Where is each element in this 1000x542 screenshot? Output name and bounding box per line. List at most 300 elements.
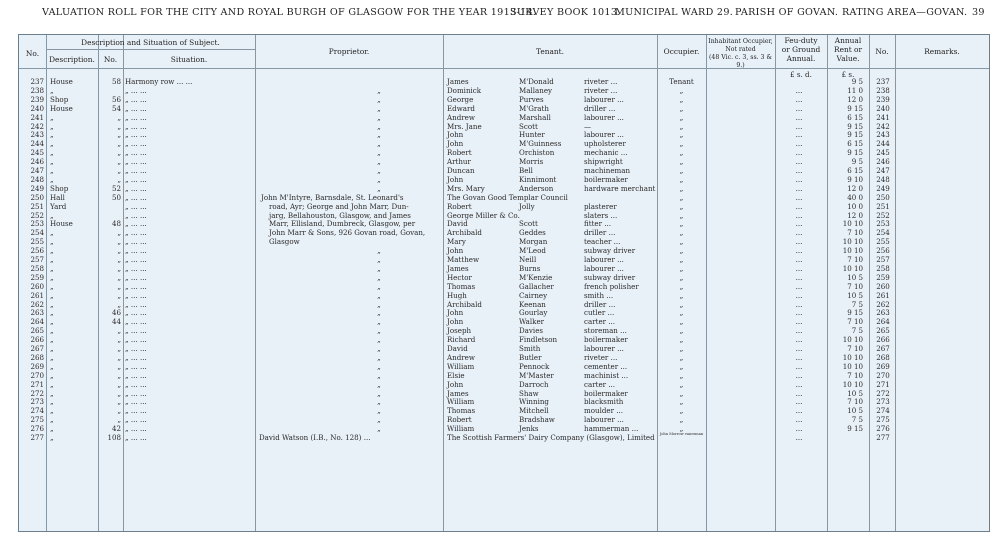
- row-description: „: [50, 397, 54, 407]
- row-right-no: 249: [876, 183, 890, 193]
- row-proprietor: „: [377, 183, 381, 193]
- row-no: 257: [30, 255, 44, 264]
- row-situation: „ ... ...: [125, 255, 147, 264]
- row-right-no: 268: [876, 352, 890, 362]
- row-occupation: cutler ...: [584, 308, 615, 318]
- row-no: 276: [30, 424, 44, 434]
- row-annual-rent: 7 10: [847, 397, 863, 407]
- row-no: 245: [30, 148, 44, 158]
- row-situation: „ ... ...: [125, 272, 147, 282]
- row-occupier: „: [679, 370, 684, 380]
- row-occupier: „: [679, 121, 684, 131]
- row-no: 266: [30, 335, 44, 345]
- row-situation: „ ... ...: [125, 406, 147, 416]
- row-street-no: „: [117, 281, 121, 291]
- row-tenant-last: Keenan: [519, 299, 546, 309]
- row-tenant-last: Neill: [519, 255, 537, 264]
- row-description: „: [50, 85, 54, 95]
- row-situation: „ ... ...: [125, 361, 147, 371]
- row-tenant-last: Geddes: [519, 228, 546, 238]
- row-occupier: „: [679, 272, 684, 282]
- row-description: „: [50, 121, 54, 131]
- row-tenant-last: M'Grath: [519, 103, 549, 113]
- col-description-header: Description.: [49, 55, 95, 64]
- row-right-no: 241: [876, 112, 890, 122]
- row-proprietor: „: [377, 112, 381, 122]
- row-description: „: [50, 210, 54, 220]
- row-street-no: „: [117, 246, 121, 256]
- row-annual-rent: 7 10: [847, 228, 863, 238]
- row-no: 263: [30, 308, 44, 318]
- row-right-no: 239: [876, 94, 890, 104]
- row-right-no: 271: [876, 379, 890, 389]
- row-tenant-first: John: [447, 139, 464, 149]
- row-annual-rent: 9 15: [847, 103, 863, 113]
- row-situation: „ ... ...: [125, 94, 147, 104]
- row-inhabitant: ...: [795, 219, 803, 229]
- row-occupation: labourer ...: [584, 112, 624, 122]
- col-proprietor-header: Proprietor.: [328, 47, 370, 56]
- row-occupation: labourer ...: [584, 255, 624, 264]
- row-situation: „ ... ...: [125, 148, 147, 158]
- row-tenant-last: Purves: [519, 94, 544, 104]
- row-right-no: 258: [876, 263, 890, 273]
- row-proprietor: „: [377, 352, 381, 362]
- row-right-no: 261: [876, 290, 890, 300]
- row-proprietor: „: [377, 263, 381, 273]
- row-situation: „ ... ...: [125, 157, 147, 167]
- row-street-no: „: [117, 290, 121, 300]
- row-description: Yard: [50, 201, 67, 211]
- row-tenant-last: Morgan: [519, 237, 548, 247]
- row-no: 272: [30, 388, 44, 398]
- row-tenant-first: William: [447, 361, 475, 371]
- row-inhabitant: ...: [795, 166, 803, 175]
- row-description: „: [50, 281, 54, 291]
- row-tenant-last: Bradshaw: [519, 415, 555, 425]
- row-right-no: 246: [876, 157, 890, 167]
- row-proprietor: „: [377, 361, 381, 371]
- row-occupation: labourer ...: [584, 94, 624, 104]
- row-occupier: „: [679, 281, 684, 291]
- row-no: 249: [30, 183, 44, 193]
- row-occupier: „: [679, 415, 684, 425]
- row-occupation: smith ...: [584, 290, 614, 300]
- row-no: 243: [30, 130, 44, 140]
- row-street-no: „: [117, 237, 121, 247]
- row-occupier: „: [679, 183, 684, 193]
- row-annual-rent: 11 0: [847, 85, 863, 95]
- row-tenant-first: George: [447, 94, 474, 104]
- row-right-no: 255: [876, 237, 890, 247]
- row-no: 262: [30, 299, 44, 309]
- row-proprietor: „: [377, 272, 381, 282]
- row-annual-rent: 9 5: [851, 157, 863, 167]
- row-occupier: „: [679, 103, 684, 113]
- col-street-no-header: No.: [103, 55, 118, 64]
- row-situation: „ ... ...: [125, 344, 147, 353]
- row-tenant-first: Duncan: [447, 166, 475, 175]
- row-no: 241: [30, 112, 44, 122]
- row-tenant-last: M'Donald: [519, 77, 554, 86]
- row-proprietor: „: [377, 290, 381, 300]
- row-tenant-last: Scott: [519, 219, 538, 229]
- row-description: „: [50, 433, 54, 442]
- row-inhabitant: ...: [795, 237, 803, 247]
- row-inhabitant: ...: [795, 281, 803, 291]
- row-proprietor: „: [377, 299, 381, 309]
- row-occupier: „: [679, 210, 684, 220]
- row-no: 246: [30, 157, 44, 167]
- row-situation: „ ... ...: [125, 183, 147, 193]
- row-inhabitant: ...: [795, 174, 803, 184]
- row-description: „: [50, 263, 54, 273]
- row-situation: „ ... ...: [125, 281, 147, 291]
- row-right-no: 244: [876, 139, 890, 149]
- row-street-no: „: [117, 112, 121, 122]
- row-situation: „ ... ...: [125, 246, 147, 256]
- row-inhabitant: ...: [795, 139, 803, 149]
- row-occupier: Tenant: [669, 77, 694, 86]
- row-tenant-first: The Govan Good Templar Council: [447, 192, 568, 202]
- col-no-header: No.: [25, 49, 40, 58]
- proprietor-line: road, Ayr; George and John Marr, Dun-: [269, 201, 409, 211]
- row-tenant-last: Kinnimont: [519, 174, 557, 184]
- row-annual-rent: 7 10: [847, 281, 863, 291]
- row-description: Hall: [50, 192, 65, 202]
- row-description: „: [50, 174, 54, 184]
- page-header: [0, 5, 1000, 23]
- row-proprietor: David Watson (I.B., No. 128) ...: [259, 433, 371, 442]
- row-description: „: [50, 406, 54, 416]
- row-description: „: [50, 326, 54, 336]
- row-occupation: boilermaker: [584, 174, 628, 184]
- row-description: „: [50, 157, 54, 167]
- row-occupation: hardware merchant: [584, 183, 656, 193]
- survey-book: SURVEY BOOK 1013.: [510, 7, 621, 18]
- row-tenant-first: Elsie: [447, 370, 465, 380]
- row-street-no: „: [117, 174, 121, 184]
- row-occupation: boilermaker: [584, 388, 628, 398]
- row-occupation: labourer ...: [584, 344, 624, 353]
- row-inhabitant: ...: [795, 397, 803, 407]
- row-proprietor: „: [377, 415, 381, 425]
- row-annual-rent: 7 5: [851, 299, 863, 309]
- row-no: 239: [30, 94, 44, 104]
- row-annual-rent: 10 10: [842, 219, 863, 229]
- row-street-no: 48: [111, 219, 121, 229]
- row-street-no: „: [117, 335, 121, 345]
- row-occupier: „: [679, 335, 684, 345]
- row-no: 240: [30, 103, 44, 113]
- row-situation: „ ... ...: [125, 130, 147, 140]
- row-annual-rent: 10 5: [847, 290, 863, 300]
- row-tenant-last: M'Kenzie: [519, 272, 553, 282]
- row-inhabitant: ...: [795, 210, 803, 220]
- row-annual-rent: 12 0: [847, 94, 863, 104]
- row-inhabitant: ...: [795, 326, 803, 336]
- row-no: 260: [30, 281, 44, 291]
- row-occupier: John Morrow vanesman: [659, 432, 704, 436]
- row-occupier: „: [679, 308, 684, 318]
- row-description: „: [50, 415, 54, 425]
- row-tenant-first: John: [447, 174, 464, 184]
- row-no: 277: [30, 433, 44, 442]
- row-tenant-last: Darroch: [519, 379, 549, 389]
- row-right-no: 269: [876, 361, 890, 371]
- row-tenant-first: William: [447, 397, 475, 407]
- row-tenant-first: James: [447, 263, 469, 273]
- row-occupier: „: [679, 192, 684, 202]
- row-right-no: 243: [876, 130, 890, 140]
- row-street-no: „: [117, 157, 121, 167]
- row-street-no: „: [117, 415, 121, 425]
- row-description: „: [50, 255, 54, 264]
- row-proprietor: „: [377, 166, 381, 175]
- row-proprietor: „: [377, 94, 381, 104]
- row-proprietor: „: [377, 255, 381, 264]
- row-no: 256: [30, 246, 44, 256]
- row-tenant-first: John: [447, 379, 464, 389]
- row-inhabitant: ...: [795, 379, 803, 389]
- row-street-no: „: [117, 130, 121, 140]
- row-tenant-last: Marshall: [519, 112, 551, 122]
- row-tenant-last: Pennock: [519, 361, 550, 371]
- row-tenant-last: Orchiston: [519, 148, 555, 158]
- row-description: „: [50, 272, 54, 282]
- row-situation: „ ... ...: [125, 370, 147, 380]
- row-occupation: plasterer: [584, 201, 617, 211]
- row-situation: „ ... ...: [125, 112, 147, 122]
- row-tenant-last: Gourlay: [519, 308, 548, 318]
- row-annual-rent: 12 0: [847, 183, 863, 193]
- row-street-no: „: [117, 406, 121, 416]
- row-tenant-first: James: [447, 77, 469, 86]
- row-occupier: „: [679, 299, 684, 309]
- row-situation: „ ... ...: [125, 174, 147, 184]
- row-no: 255: [30, 237, 44, 247]
- row-street-no: 108: [107, 433, 121, 442]
- row-situation: „ ... ...: [125, 299, 147, 309]
- row-annual-rent: 7 5: [851, 415, 863, 425]
- row-right-no: 254: [876, 228, 890, 238]
- row-right-no: 253: [876, 219, 890, 229]
- row-street-no: „: [117, 121, 121, 131]
- row-tenant-first: John: [447, 130, 464, 140]
- row-street-no: „: [117, 352, 121, 362]
- row-description: Shop: [50, 183, 69, 193]
- row-situation: „ ... ...: [125, 290, 147, 300]
- row-no: 248: [30, 174, 44, 184]
- row-annual-rent: 9 5: [851, 77, 863, 86]
- row-tenant-first: John: [447, 246, 464, 256]
- row-tenant-first: David: [447, 219, 468, 229]
- row-description: House: [50, 103, 73, 113]
- row-tenant-last: Mallaney: [519, 85, 553, 95]
- row-occupation: carter ...: [584, 379, 616, 389]
- row-right-no: 262: [876, 299, 890, 309]
- row-situation: „ ... ...: [125, 308, 147, 318]
- row-street-no: „: [117, 370, 121, 380]
- row-tenant-last: Mitchell: [519, 406, 549, 416]
- row-occupier: „: [679, 166, 684, 175]
- row-proprietor: „: [377, 344, 381, 353]
- row-situation: „ ... ...: [125, 210, 147, 220]
- row-occupation: riveter ...: [584, 85, 618, 95]
- row-occupation: labourer ...: [584, 130, 624, 140]
- row-occupation: driller ...: [584, 299, 616, 309]
- row-right-no: 266: [876, 335, 890, 345]
- row-description: „: [50, 246, 54, 256]
- row-right-no: 250: [876, 192, 890, 202]
- row-occupation: labourer ...: [584, 415, 624, 425]
- row-annual-rent: 6 15: [847, 139, 863, 149]
- row-no: 268: [30, 352, 44, 362]
- row-tenant-last: Jolly: [519, 201, 535, 211]
- row-tenant-last: Cairney: [519, 290, 548, 300]
- row-situation: „ ... ...: [125, 415, 147, 425]
- row-street-no: „: [117, 379, 121, 389]
- row-street-no: „: [117, 148, 121, 158]
- row-annual-rent: 9 15: [847, 308, 863, 318]
- row-occupation: machineman: [584, 166, 631, 175]
- row-situation: „ ... ...: [125, 219, 147, 229]
- col-inhabitant-header: Inhabitant Occupier, Not rated (48 Vic. c. 3, ss. 3 & 9.): [708, 38, 773, 69]
- row-annual-rent: 9 15: [847, 121, 863, 131]
- row-occupier: „: [679, 237, 684, 247]
- row-annual-rent: 10 5: [847, 272, 863, 282]
- row-occupier: „: [679, 94, 684, 104]
- row-occupation: —: [584, 121, 592, 131]
- row-tenant-last: Shaw: [519, 388, 539, 398]
- proprietor-line: Marr, Ellisland, Dumbreck, Glasgow, per: [269, 219, 416, 229]
- row-right-no: 267: [876, 344, 890, 353]
- row-street-no: 46: [111, 308, 121, 318]
- row-no: 270: [30, 370, 44, 380]
- row-no: 254: [30, 228, 44, 238]
- row-street-no: „: [117, 272, 121, 282]
- row-tenant-first: John: [447, 308, 464, 318]
- row-street-no: „: [117, 263, 121, 273]
- row-tenant-last: Winning: [519, 397, 549, 407]
- row-description: „: [50, 112, 54, 122]
- row-proprietor: „: [377, 121, 381, 131]
- row-no: 237: [30, 77, 44, 86]
- row-situation: „ ... ...: [125, 388, 147, 398]
- row-right-no: 247: [876, 166, 890, 175]
- row-description: „: [50, 344, 54, 353]
- row-annual-rent: 10 10: [842, 379, 863, 389]
- row-tenant-first: George Miller & Co.: [447, 210, 520, 220]
- row-tenant-last: Hunter: [519, 130, 545, 140]
- row-street-no: 56: [111, 94, 121, 104]
- row-occupation: hammerman ...: [584, 424, 639, 434]
- row-right-no: 240: [876, 103, 890, 113]
- row-situation: „ ... ...: [125, 103, 147, 113]
- row-situation: „ ... ...: [125, 379, 147, 389]
- row-tenant-first: James: [447, 388, 469, 398]
- row-tenant-first: David: [447, 344, 468, 353]
- row-street-no: 50: [111, 192, 121, 202]
- row-tenant-last: M'Master: [519, 370, 554, 380]
- row-inhabitant: ...: [795, 103, 803, 113]
- row-inhabitant: ...: [795, 85, 803, 95]
- row-occupier: „: [679, 263, 684, 273]
- row-inhabitant: ...: [795, 130, 803, 140]
- row-proprietor: „: [377, 326, 381, 336]
- row-situation: „ ... ...: [125, 433, 147, 442]
- row-occupation: riveter ...: [584, 352, 618, 362]
- row-street-no: „: [117, 255, 121, 264]
- row-occupation: blacksmith: [584, 397, 624, 407]
- row-situation: „ ... ...: [125, 166, 147, 175]
- row-annual-rent: 12 0: [847, 210, 863, 220]
- row-proprietor: „: [377, 246, 381, 256]
- row-tenant-first: Hugh: [447, 290, 467, 300]
- row-occupier: „: [679, 157, 684, 167]
- row-tenant-last: Walker: [519, 317, 545, 327]
- row-inhabitant: ...: [795, 157, 803, 167]
- row-description: „: [50, 370, 54, 380]
- row-proprietor: „: [377, 85, 381, 95]
- row-right-no: 251: [876, 201, 890, 211]
- row-occupation: fitter ...: [584, 219, 612, 229]
- proprietor-line: John Marr & Sons, 926 Govan road, Govan,: [269, 228, 426, 238]
- row-situation: „ ... ...: [125, 228, 147, 238]
- row-inhabitant: ...: [795, 94, 803, 104]
- row-tenant-first: Dominick: [447, 85, 482, 95]
- row-situation: Harmony row ... ...: [125, 77, 193, 86]
- row-street-no: „: [117, 388, 121, 398]
- valuation-table: [18, 34, 990, 532]
- row-description: „: [50, 166, 54, 175]
- row-tenant-last: Burns: [519, 263, 541, 273]
- row-tenant-first: Hector: [447, 272, 472, 282]
- row-description: „: [50, 361, 54, 371]
- row-no: 267: [30, 344, 44, 353]
- row-no: 264: [30, 317, 44, 327]
- row-annual-rent: 7 5: [851, 326, 863, 336]
- row-situation: „ ... ...: [125, 263, 147, 273]
- row-right-no: 237: [876, 77, 890, 86]
- row-no: 261: [30, 290, 44, 300]
- row-proprietor: „: [377, 103, 381, 113]
- row-right-no: 270: [876, 370, 890, 380]
- row-no: 247: [30, 166, 44, 175]
- row-inhabitant: ...: [795, 361, 803, 371]
- row-annual-rent: 6 15: [847, 166, 863, 175]
- row-annual-rent: 10 10: [842, 237, 863, 247]
- row-situation: „ ... ...: [125, 139, 147, 149]
- row-right-no: 264: [876, 317, 890, 327]
- row-right-no: 248: [876, 174, 890, 184]
- row-inhabitant: ...: [795, 272, 803, 282]
- row-street-no: „: [117, 166, 121, 175]
- row-tenant-first: Edward: [447, 103, 475, 113]
- row-street-no: 52: [111, 183, 121, 193]
- row-street-no: „: [117, 361, 121, 371]
- row-right-no: 272: [876, 388, 890, 398]
- row-tenant-first: Archibald: [447, 228, 482, 238]
- row-occupation: carter ...: [584, 317, 616, 327]
- row-occupation: subway driver: [584, 272, 636, 282]
- row-occupier: „: [679, 219, 684, 229]
- row-inhabitant: ...: [795, 308, 803, 318]
- row-annual-rent: 10 5: [847, 406, 863, 416]
- row-tenant-last: Findletson: [519, 335, 558, 345]
- row-right-no: 273: [876, 397, 890, 407]
- row-no: 244: [30, 139, 44, 149]
